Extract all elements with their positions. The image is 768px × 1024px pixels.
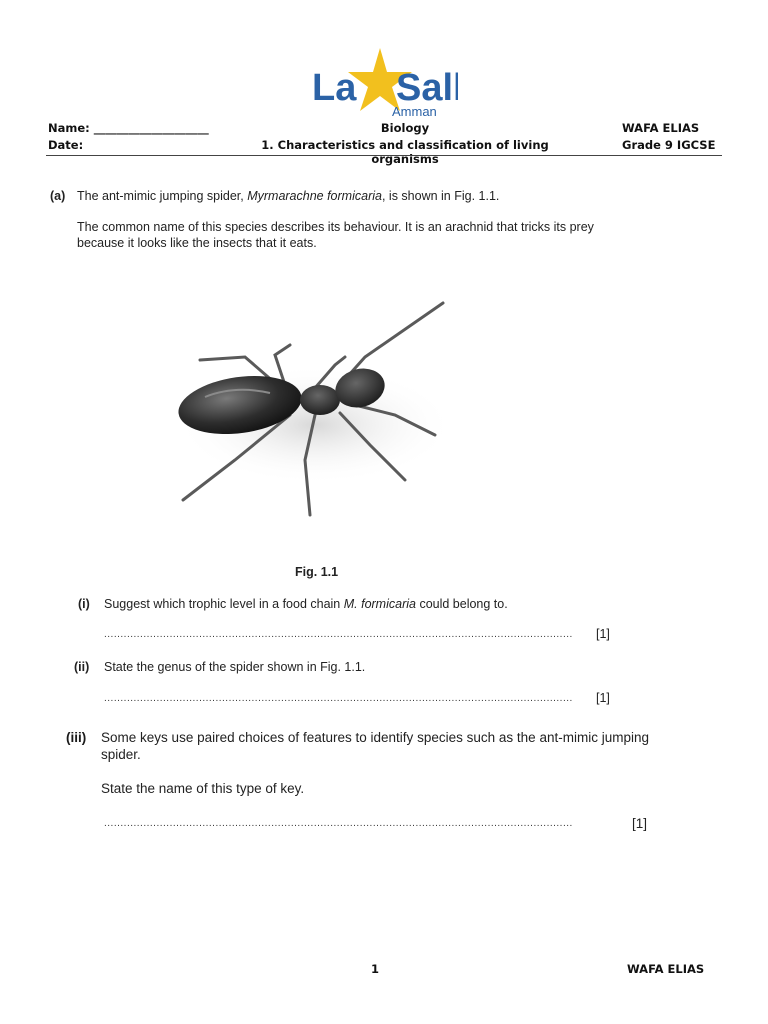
part-ii-question: State the genus of the spider shown in Fig. 1.1.: [104, 660, 366, 674]
footer-teacher: WAFA ELIAS: [627, 962, 705, 976]
figure-caption: Fig. 1.1: [295, 565, 339, 579]
part-iii-question: Some keys use paired choices of features to identify species such as the ant-mimic jumping spider.: [101, 730, 649, 762]
part-a-label: (a): [50, 189, 66, 203]
name-field-label: Name: ____________________: [48, 121, 209, 135]
teacher-name: WAFA ELIAS: [622, 121, 700, 135]
part-iii-prompt: State the name of this type of key.: [101, 781, 305, 796]
header-divider: [46, 155, 722, 156]
part-ii-label: (ii): [74, 660, 90, 674]
logo-text-right: Sal: [396, 67, 454, 109]
part-i-question: Suggest which trophic level in a food chain M. formicaria could belong to.: [104, 597, 508, 611]
mark-i: [1]: [596, 627, 610, 641]
answer-line-i[interactable]: ...............................................................................................................................................: [104, 629, 573, 640]
species-name: Myrmarachne formicaria: [247, 189, 382, 203]
part-a-paragraph: The common name of this species describes its behaviour. It is an arachnid that tricks its prey because it looks like the insects that it eats.: [77, 220, 594, 250]
spider-photo-icon: [165, 285, 465, 520]
page-number: 1: [371, 962, 380, 976]
answer-line-iii[interactable]: ...............................................................................................................................................: [104, 818, 573, 829]
answer-line-ii[interactable]: ...............................................................................................................................................: [104, 693, 573, 704]
part-a-intro: The ant-mimic jumping spider, Myrmarachne formicaria, is shown in Fig. 1.1.: [77, 189, 500, 203]
subject-title: Biology: [380, 121, 430, 135]
date-field-label: Date:: [48, 138, 84, 152]
topic-title: 1. Characteristics and classification of living organisms: [261, 138, 549, 166]
school-logo: [312, 44, 458, 120]
mark-iii: [1]: [632, 816, 648, 831]
species-abbrev: M. formicaria: [343, 597, 416, 611]
mark-ii: [1]: [596, 691, 610, 705]
part-iii-label: (iii): [66, 730, 87, 745]
part-i-label: (i): [78, 597, 90, 611]
logo-text-left: La: [312, 67, 357, 109]
logo-subtitle: Amman: [392, 104, 437, 119]
grade-label: Grade 9 IGCSE: [622, 138, 716, 152]
